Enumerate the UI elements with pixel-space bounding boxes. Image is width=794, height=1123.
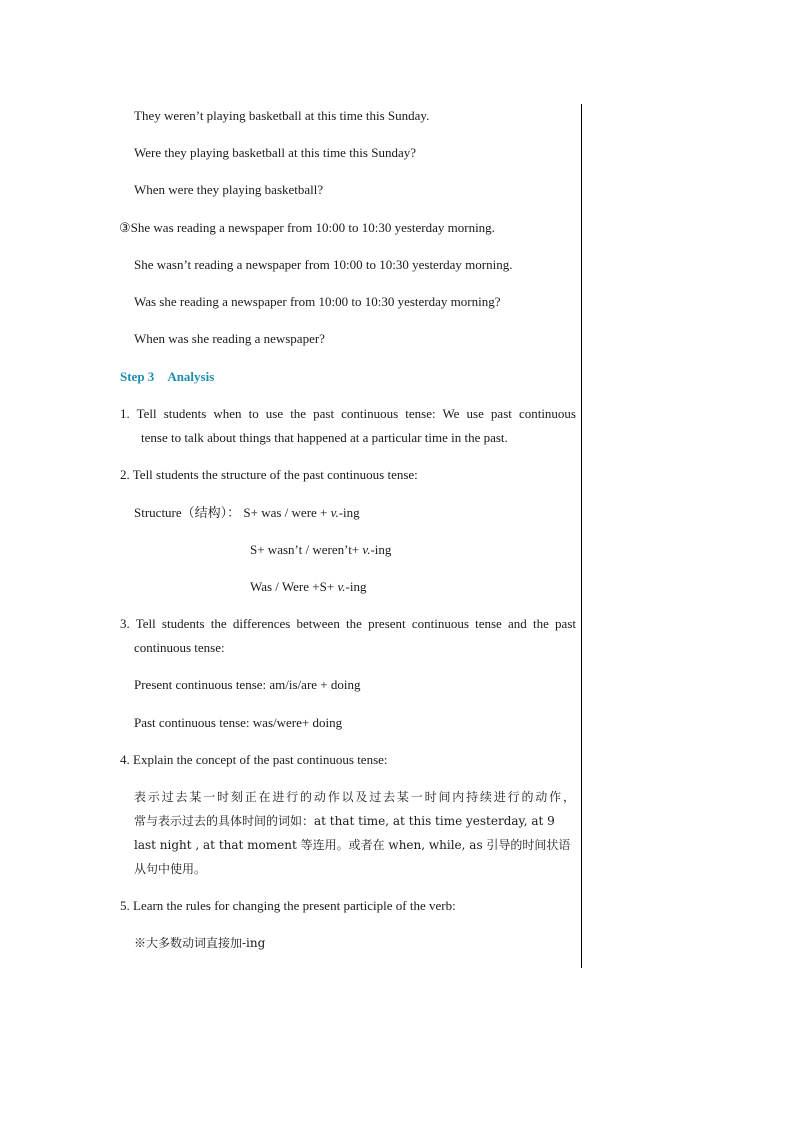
structure-line-1: Structure（结构）： S+ was / were + v.-ing	[134, 505, 360, 520]
list-item-4: 4. Explain the concept of the past continuous tense:	[120, 752, 388, 767]
list-item-3: 3. Tell students the differences between the present continuous tense and the past	[120, 616, 576, 631]
concept-text-line: 常与表示过去的具体时间的词如：at that time, at this time yesterday, at 9	[134, 814, 555, 828]
example-line: When was she reading a newspaper?	[134, 331, 325, 346]
list-item-2: 2. Tell students the structure of the past continuous tense:	[120, 467, 418, 482]
example-line: When were they playing basketball?	[134, 182, 324, 197]
example-line: Were they playing basketball at this time this Sunday?	[134, 145, 417, 160]
tense-formula-present: Present continuous tense: am/is/are + doing	[134, 677, 361, 692]
structure-line-3: Was / Were +S+ v.-ing	[250, 579, 367, 594]
step-heading	[120, 369, 214, 385]
concept-text-line: last night , at that moment 等连用。或者在 when, while, as 引导的时间状语	[134, 838, 571, 852]
tense-formula-past: Past continuous tense: was/were+ doing	[134, 715, 343, 730]
list-item-1: 1. Tell students when to use the past continuous tense: We use past continuous	[120, 406, 576, 421]
example-line: They weren’t playing basketball at this time this Sunday.	[134, 108, 430, 123]
example-line: Was she reading a newspaper from 10:00 to 10:30 yesterday morning?	[134, 294, 501, 309]
concept-text-line: 从句中使用。	[134, 862, 207, 876]
example-line: She wasn’t reading a newspaper from 10:00 to 10:30 yesterday morning.	[134, 257, 513, 272]
step-title: Analysis	[167, 369, 215, 384]
rule-line: ※大多数动词直接加-ing	[134, 936, 266, 950]
table-border-line	[581, 104, 582, 968]
example-line: ③She was reading a newspaper from 10:00 to 10:30 yesterday morning.	[119, 220, 495, 235]
step-label: Step 3	[120, 369, 155, 384]
list-item-1-cont: tense to talk about things that happened at a particular time in the past.	[141, 430, 508, 445]
concept-text-line: 表示过去某一时刻正在进行的动作以及过去某一时间内持续进行的动作，	[134, 790, 575, 804]
structure-line-2: S+ wasn’t / weren’t+ v.-ing	[250, 542, 392, 557]
list-item-5: 5. Learn the rules for changing the present participle of the verb:	[120, 898, 456, 913]
list-item-3-cont: continuous tense:	[134, 640, 225, 655]
